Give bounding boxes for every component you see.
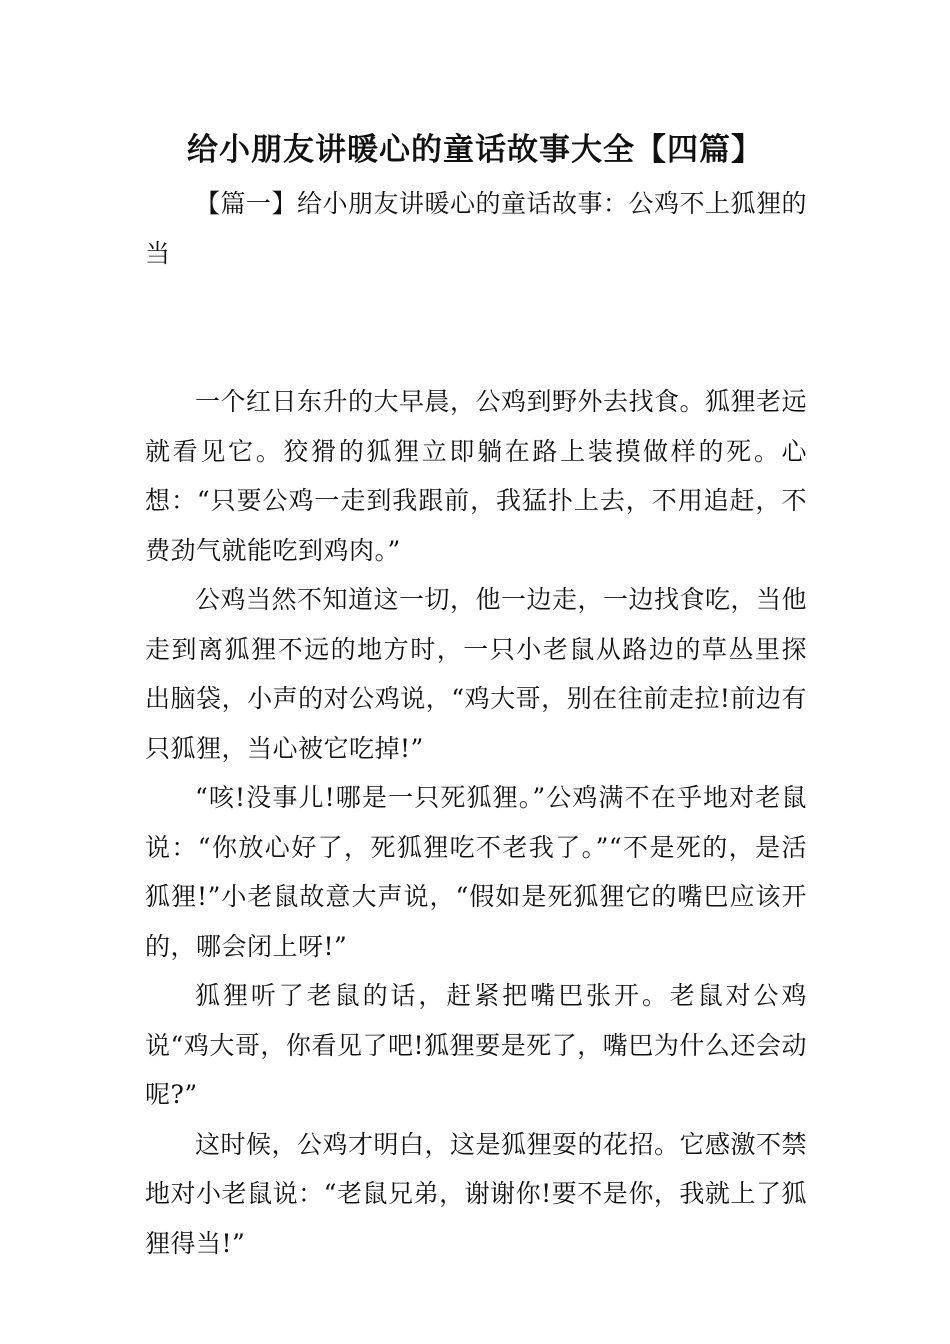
section-heading: 【篇一】给小朋友讲暖心的童话故事：公鸡不上狐狸的当	[145, 189, 808, 268]
paragraph-1: 一个红日东升的大早晨，公鸡到野外去找食。狐狸老远就看见它。狡猾的狐狸立即躺在路上装摸做样的死。心想：“只要公鸡一走到我跟前，我猛扑上去，不用追赶，不费劲气就能吃到鸡肉。”	[145, 387, 808, 565]
paragraph-2: 公鸡当然不知道这一切，他一边走，一边找食吃，当他走到离狐狸不远的地方时，一只小老鼠从路边的草丛里探出脑袋，小声的对公鸡说，“鸡大哥，别在往前走拉!前边有只狐狸，当心被它吃掉!”	[145, 585, 808, 763]
paragraph-4: 狐狸听了老鼠的话，赶紧把嘴巴张开。老鼠对公鸡说“鸡大哥，你看见了吧!狐狸要是死了，嘴巴为什么还会动呢?”	[145, 981, 807, 1109]
document-title: 给小朋友讲暖心的童话故事大全【四篇】	[187, 132, 763, 168]
paragraph-3: “咳!没事儿!哪是一只死狐狸。”公鸡满不在乎地对老鼠说：“你放心好了，死狐狸吃不老我了。”“不是死的，是活狐狸!”小老鼠故意大声说，“假如是死狐狸它的嘴巴应该开的，哪会闭上呀!”	[145, 783, 807, 961]
document-body	[145, 179, 807, 1268]
paragraph-5: 这时候，公鸡才明白，这是狐狸耍的花招。它感激不禁地对小老鼠说：“老鼠兄弟，谢谢你!要不是你，我就上了狐狸得当!”	[145, 1129, 808, 1258]
